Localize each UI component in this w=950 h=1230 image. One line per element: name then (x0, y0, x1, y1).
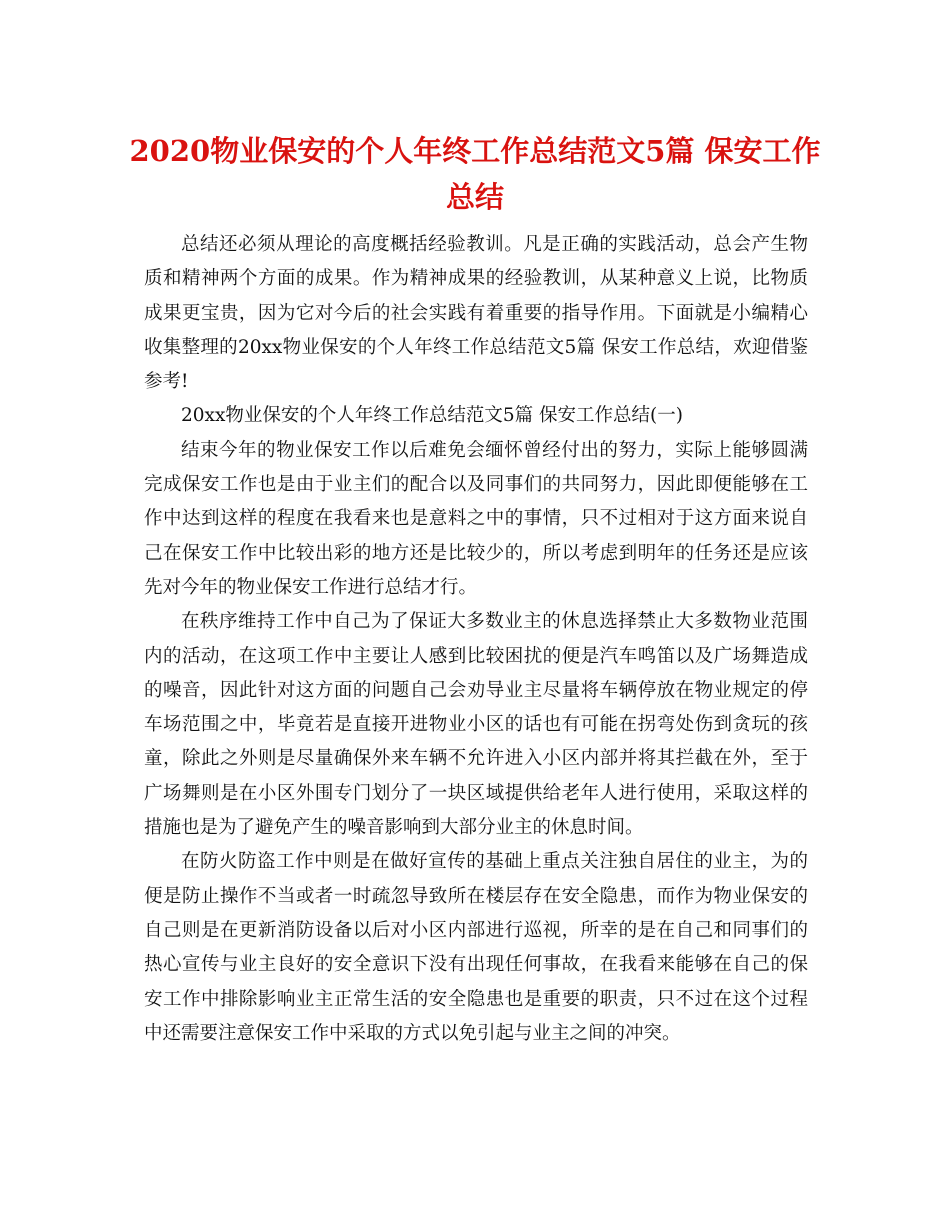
body-paragraph: 在秩序维持工作中自己为了保证大多数业主的休息选择禁止大多数物业范围内的活动，在这项工作中主要让人感到比较困扰的便是汽车鸣笛以及广场舞造成的噪音，因此针对这方面的问题自己会劝导业主尽量将车辆停放在物业规定的停车场范围之中，毕竟若是直接开进物业小区的话也有可能在拐弯处伤到贪玩的孩童，除此之外则是尽量确保外来车辆不允许进入小区内部并将其拦截在外，至于广场舞则是在小区外围专门划分了一块区域提供给老年人进行使用，采取这样的措施也是为了避免产生的噪音影响到大部分业主的休息时间。 (144, 611, 808, 839)
document-body (144, 228, 808, 1051)
document-title: 2020物业保安的个人年终工作总结范文5篇 保安工作总结 (129, 134, 821, 214)
body-paragraph: 在防火防盗工作中则是在做好宣传的基础上重点关注独自居住的业主，为的便是防止操作不当或者一时疏忽导致所在楼层存在安全隐患，而作为物业保安的自己则是在更新消防设备以后对小区内部进行巡视，所幸的是在自己和同事们的热心宣传与业主良好的安全意识下没有出现任何事故，在我看来能够在自己的保安工作中排除影响业主正常生活的安全隐患也是重要的职责，只不过在这个过程中还需要注意保安工作中采取的方式以免引起与业主之间的冲突。 (144, 851, 808, 1044)
section-heading: 20xx物业保安的个人年终工作总结范文5篇 保安工作总结(一) (181, 405, 683, 427)
intro-paragraph: 总结还必须从理论的高度概括经验教训。凡是正确的实践活动，总会产生物质和精神两个方面的成果。作为精神成果的经验教训，从某种意义上说，比物质成果更宝贵，因为它对今后的社会实践有着重要的指导作用。下面就是小编精心收集整理的20xx物业保安的个人年终工作总结范文5篇 保安工作总结，欢迎借鉴参考! (144, 234, 808, 393)
body-paragraph: 结束今年的物业保安工作以后难免会缅怀曾经付出的努力，实际上能够圆满完成保安工作也是由于业主们的配合以及同事们的共同努力，因此即便能够在工作中达到这样的程度在我看来也是意料之中的事情，只不过相对于这方面来说自己在保安工作中比较出彩的地方还是比较少的，所以考虑到明年的任务还是应该先对今年的物业保安工作进行总结才行。 (144, 439, 808, 598)
